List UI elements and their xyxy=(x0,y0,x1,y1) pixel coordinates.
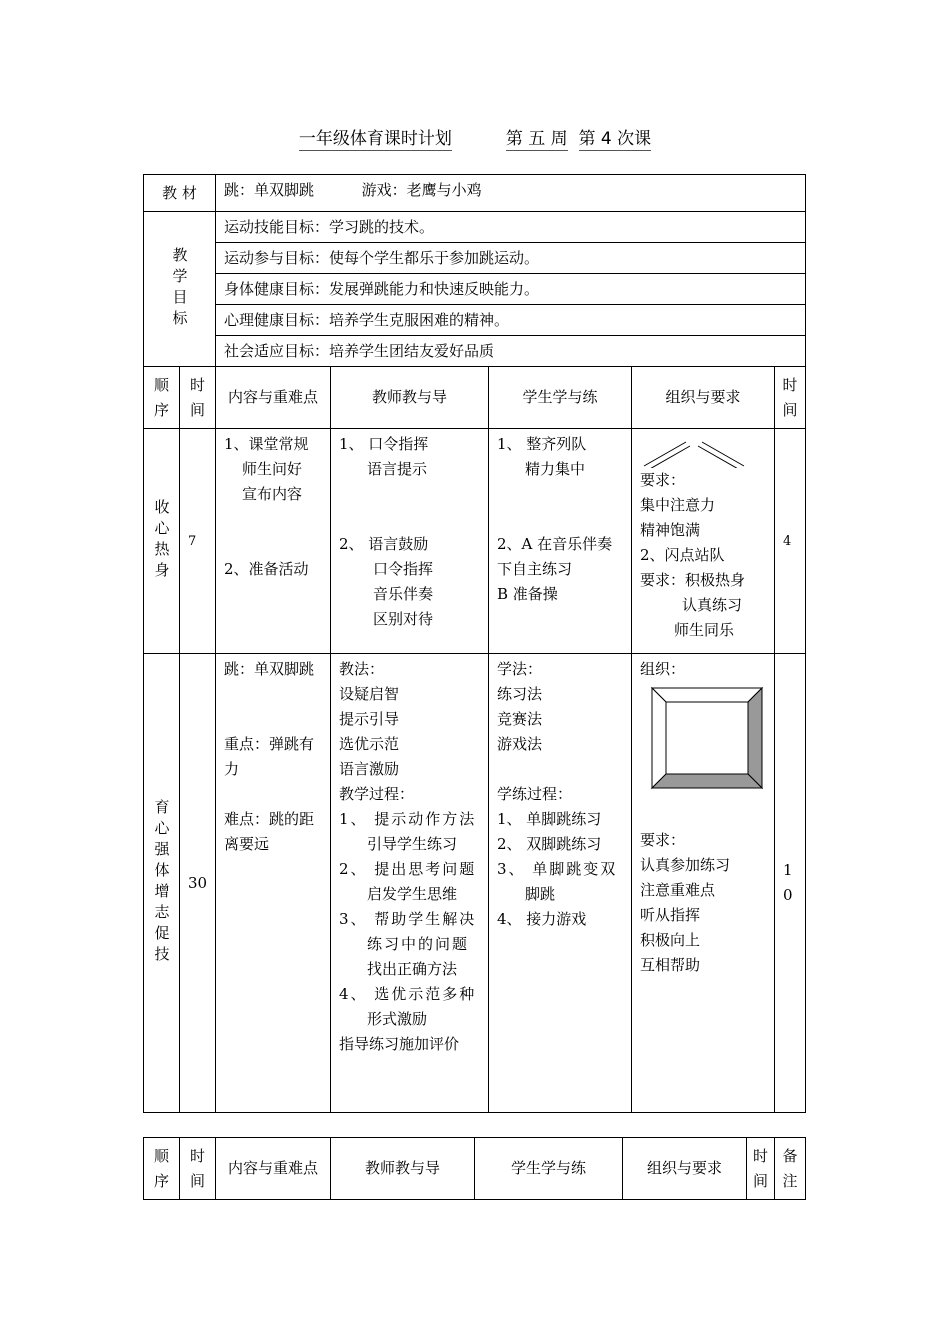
header2-note: 备注 xyxy=(775,1138,806,1200)
section1-name: 收心热身 xyxy=(144,429,180,654)
goal-item: 社会适应目标：培养学生团结友爱好品质 xyxy=(216,336,806,367)
header2-time: 时间 xyxy=(180,1138,216,1200)
formation-diagram xyxy=(640,432,750,468)
section1-content: 1、课堂常规 师生问好 宣布内容 2、准备活动 xyxy=(216,429,331,654)
jiaocai-label: 教 材 xyxy=(144,175,216,212)
title-lesson: 第 4 次课 xyxy=(579,124,652,151)
section2-org: 组织： 要求： 认真参加练习 注意重难点 听从指挥 积极向上 互相帮助 xyxy=(632,654,775,1113)
header-teacher: 教师教与导 xyxy=(331,367,489,429)
header-student: 学生学与练 xyxy=(489,367,632,429)
section1-org: 要求： 集中注意力 精神饱满 2、闪点站队 要求：积极热身 认真练习 师生同乐 xyxy=(632,429,775,654)
header-order: 顺序 xyxy=(144,367,180,429)
goal-item: 身体健康目标：发展弹跳能力和快速反映能力。 xyxy=(216,274,806,305)
header-time: 时间 xyxy=(180,367,216,429)
title-week: 第 五 周 xyxy=(506,124,568,151)
header-content: 内容与重难点 xyxy=(216,367,331,429)
section2-name: 育心强体增志促技 xyxy=(144,654,180,1113)
header2-teacher: 教师教与导 xyxy=(331,1138,475,1200)
header2-order: 顺序 xyxy=(144,1138,180,1200)
section2-content: 跳：单双脚跳 重点：弹跳有 力 难点：跳的距 离要远 xyxy=(216,654,331,1113)
section1-time2: 4 xyxy=(775,429,806,654)
section2-time: 30 xyxy=(180,654,216,1113)
section1-time: 7 xyxy=(180,429,216,654)
goal-item: 运动技能目标：学习跳的技术。 xyxy=(216,212,806,243)
header2-org: 组织与要求 xyxy=(623,1138,747,1200)
goal-item: 运动参与目标：使每个学生都乐于参加跳运动。 xyxy=(216,243,806,274)
section2-student: 学法： 练习法 竞赛法 游戏法 学练过程： 1、 单脚跳练习 2、 双脚跳练习 3、 单脚跳变双 脚跳 4、 接力游戏 xyxy=(489,654,632,1113)
header2-student: 学生学与练 xyxy=(475,1138,623,1200)
header2-time2: 时间 xyxy=(747,1138,775,1200)
page-title xyxy=(0,124,950,151)
section2-time2: 1 0 xyxy=(775,654,806,1113)
section1-teacher: 1、 口令指挥 语言提示 2、 语言鼓励 口令指挥 音乐伴奏 区别对待 xyxy=(331,429,489,654)
title-main: 一年级体育课时计划 xyxy=(299,124,452,151)
lesson-plan-table xyxy=(143,174,806,1113)
header-org: 组织与要求 xyxy=(632,367,775,429)
goal-item: 心理健康目标：培养学生克服困难的精神。 xyxy=(216,305,806,336)
header-time2: 时间 xyxy=(775,367,806,429)
square-field-diagram xyxy=(650,686,770,798)
header2-content: 内容与重难点 xyxy=(216,1138,331,1200)
continuation-header-table xyxy=(143,1137,806,1200)
goals-label: 教学目标 xyxy=(144,212,216,367)
section1-student: 1、 整齐列队 精力集中 2、A 在音乐伴奏 下自主练习 B 准备操 xyxy=(489,429,632,654)
jiaocai-content: 跳：单双脚跳 游戏：老鹰与小鸡 xyxy=(216,175,806,212)
section2-teacher: 教法： 设疑启智 提示引导 选优示范 语言激励 教学过程： 1、 提示动作方法 引导学生练习 2、 提出思考问题 启发学生思维 3、 帮助学生解决 练习中的问题 找出正确方法 4、 选优示范多种 形式激励 指导练习施加评价 xyxy=(331,654,489,1113)
